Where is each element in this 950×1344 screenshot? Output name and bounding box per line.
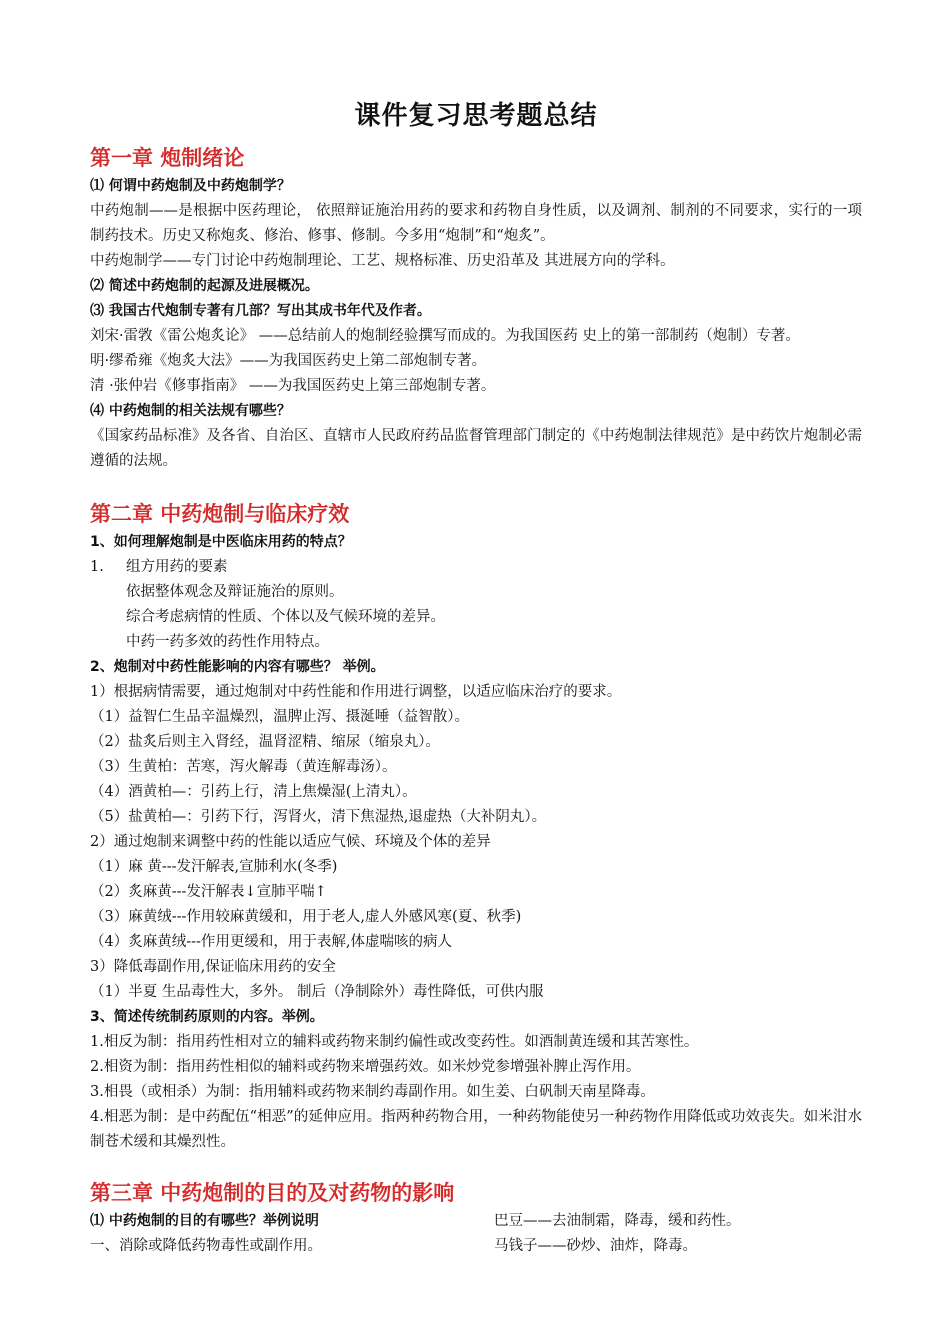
answer-text: 4.相恶为制：是中药配伍“相恶”的延伸应用。指两种药物合用，一种药物能使另一种药物作用降低或功效丧失。如米泔水制苍术缓和其燥烈性。	[90, 1109, 862, 1150]
chapter-3	[90, 1177, 862, 1259]
left-column	[90, 1209, 494, 1259]
sub-item: 中药一药多效的药性作用特点。	[126, 634, 329, 650]
sub-item: 依据整体观念及辩证施治的原则。	[126, 584, 344, 600]
two-column-block	[90, 1209, 862, 1259]
answer-text: 刘宋·雷敩《雷公炮炙论》 ——总结前人的炮制经验撰写而成的。为我国医药 史上的第一部制药（炮制）专著。	[90, 328, 800, 344]
answer-text: （2）炙麻黄---发汗解表↓宣肺平喘↑	[90, 884, 327, 900]
answer-text: 3.相畏（或相杀）为制：指用辅料或药物来制约毒副作用。如生姜、白矾制天南星降毒。	[90, 1084, 655, 1100]
answer-text: （1）麻 黄---发汗解表,宣肺利水(冬季)	[90, 859, 338, 875]
question: 3、简述传统制药原则的内容。举例。	[90, 1009, 324, 1025]
answer-text: （2）盐炙后则主入肾经，温肾涩精、缩尿（缩泉丸）。	[90, 734, 440, 750]
chapter-1-heading: 第一章 炮制绪论	[90, 145, 245, 170]
answer-text: 1.相反为制：指用药性相对立的辅料或药物来制约偏性或改变药性。如酒制黄连缓和其苦寒性。	[90, 1034, 699, 1050]
answer-text: （5）盐黄柏—：引药下行，泻肾火，清下焦湿热,退虚热（大补阴丸）。	[90, 809, 547, 825]
item-text: 组方用药的要素	[126, 559, 228, 575]
answer-text: 明·缪希雍《炮炙大法》——为我国医药史上第二部炮制专著。	[90, 353, 487, 369]
answer-text: 巴豆——去油制霜，降毒，缓和药性。	[494, 1213, 741, 1229]
sub-item: 综合考虑病情的性质、个体以及气候环境的差异。	[126, 609, 445, 625]
answer-text: （3）麻黄绒---作用较麻黄缓和，用于老人,虚人外感风寒(夏、秋季)	[90, 909, 522, 925]
answer-text: （3）生黄柏：苦寒，泻火解毒（黄连解毒汤）。	[90, 759, 397, 775]
question: ⑵ 简述中药炮制的起源及进展概况。	[90, 278, 319, 294]
question: 2、炮制对中药性能影响的内容有哪些？ 举例。	[90, 659, 385, 675]
answer-text: 中药炮制学——专门讨论中药炮制理论、工艺、规格标准、历史沿革及 其进展方向的学科。	[90, 253, 675, 269]
answer-text: 《国家药品标准》及各省、自治区、直辖市人民政府药品监督管理部门制定的《中药炮制法律规范》是中药饮片炮制必需遵循的法规。	[90, 428, 862, 469]
answer-text: 一、消除或降低药物毒性或副作用。	[90, 1238, 322, 1254]
question: ⑴ 中药炮制的目的有哪些？举例说明	[90, 1213, 319, 1229]
chapter-2	[90, 498, 862, 1155]
question: 1、如何理解炮制是中医临床用药的特点？	[90, 534, 352, 550]
answer-text: （4）酒黄柏—：引药上行，清上焦燥湿(上清丸）。	[90, 784, 417, 800]
right-column	[494, 1209, 862, 1259]
answer-text: 2.相资为制：指用药性相似的辅料或药物来增强药效。如米炒党参增强补脾止泻作用。	[90, 1059, 641, 1075]
answer-text: 3）降低毒副作用,保证临床用药的安全	[90, 959, 336, 975]
answer-text: 1）根据病情需要，通过炮制对中药性能和作用进行调整，以适应临床治疗的要求。	[90, 684, 622, 700]
answer-text: （1）益智仁生品辛温燥烈，温脾止泻、摄涎唾（益智散）。	[90, 709, 469, 725]
question: ⑴ 何谓中药炮制及中药炮制学？	[90, 178, 291, 194]
document-page	[90, 95, 862, 1259]
answer-text: 2）通过炮制来调整中药的性能以适应气候、环境及个体的差异	[90, 834, 491, 850]
answer-text: （1）半夏 生品毒性大，多外。 制后（净制除外）毒性降低，可供内服	[90, 984, 544, 1000]
answer-text: 中药炮制——是根据中医药理论， 依照辩证施治用药的要求和药物自身性质，以及调剂、制剂的不同要求，实行的一项制药技术。历史又称炮炙、修治、修事、修制。今多用“炮制”和“炮炙”。	[90, 203, 862, 244]
question: ⑷ 中药炮制的相关法规有哪些？	[90, 403, 291, 419]
answer-text: 马钱子——砂炒、油炸，降毒。	[494, 1238, 697, 1254]
chapter-1	[90, 142, 862, 474]
item-number: 1.	[90, 559, 104, 575]
chapter-2-heading: 第二章 中药炮制与临床疗效	[90, 501, 350, 526]
question: ⑶ 我国古代炮制专著有几部？写出其成书年代及作者。	[90, 303, 431, 319]
numbered-item	[90, 555, 862, 580]
page-title: 课件复习思考题总结	[354, 101, 598, 131]
answer-text: （4）炙麻黄绒---作用更缓和，用于表解,体虚喘咳的病人	[90, 934, 453, 950]
chapter-3-heading: 第三章 中药炮制的目的及对药物的影响	[90, 1180, 455, 1205]
answer-text: 清 ·张仲岩《修事指南》 ——为我国医药史上第三部炮制专著。	[90, 378, 496, 394]
